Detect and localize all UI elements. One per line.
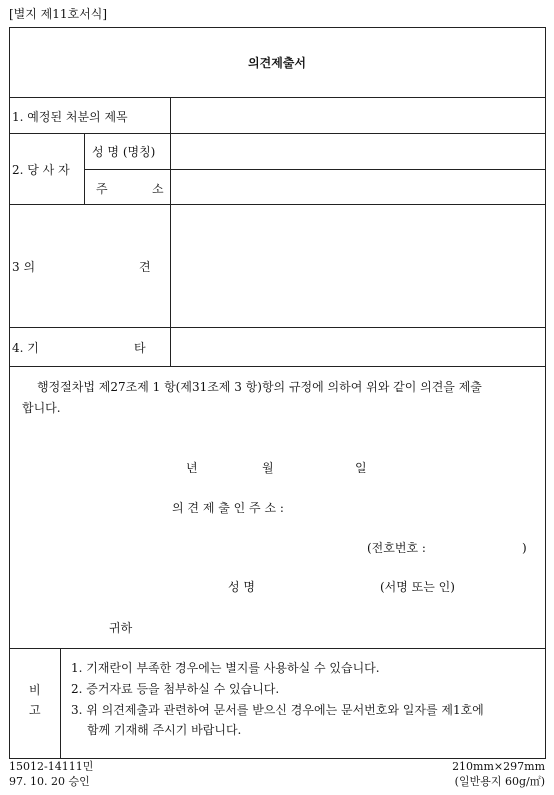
opinion-label-right: 견: [139, 260, 151, 274]
submitter-address-label: 의 견 제 출 인 주 소 :: [172, 501, 284, 515]
note-item-2: 2. 증거자료 등을 첨부하실 수 있습니다.: [71, 682, 280, 696]
document-title: 의견제출서: [248, 56, 306, 70]
notes-label-top: 비: [29, 683, 41, 697]
phone-close: ): [522, 541, 527, 555]
date-day-label: 일: [355, 461, 367, 475]
name-field[interactable]: [268, 577, 373, 597]
submitter-address-field[interactable]: [320, 498, 530, 518]
frame-top: [9, 27, 546, 28]
note-item-3-continued: 함께 기재해 주시기 바랍니다.: [87, 723, 242, 737]
footer-approval: 97. 10. 20 승인: [9, 775, 90, 788]
date-year-label: 년: [186, 461, 198, 475]
party-name-label: 성 명 (명칭): [92, 145, 156, 159]
footer-paper-weight: (일반용지 60g/㎡): [454, 775, 545, 788]
opinion-field[interactable]: [171, 205, 545, 327]
other-field[interactable]: [171, 328, 545, 366]
form-tag: [별지 제11호서식]: [9, 7, 107, 21]
notes-label-bottom: 고: [29, 703, 41, 717]
party-label: 2. 당 사 자: [12, 163, 70, 177]
sign-label: (서명 또는 인): [380, 580, 455, 594]
phone-label: (전호번호 :: [367, 541, 426, 555]
name-label: 성 명: [228, 580, 255, 594]
statement-line-2: 합니다.: [22, 401, 61, 415]
notes-label-divider: [60, 648, 61, 758]
other-label-right: 타: [134, 341, 146, 355]
recipient-label: 귀하: [109, 621, 133, 635]
footer-paper-size: 210mm×297mm: [452, 760, 545, 773]
date-month-label: 월: [262, 461, 274, 475]
phone-field[interactable]: [440, 538, 520, 558]
footer-form-number: 15012-14111민: [9, 760, 94, 773]
frame-bottom: [9, 758, 546, 759]
opinion-label-left: 3 의: [12, 260, 36, 274]
party-address-field[interactable]: [171, 170, 545, 204]
notes-divider: [9, 648, 546, 649]
note-item-3: 3. 위 의견제출과 관련하여 문서를 받으신 경우에는 문서번호와 일자를 제1호에: [71, 703, 484, 717]
party-name-field[interactable]: [171, 134, 545, 169]
subject-field[interactable]: [171, 98, 545, 133]
row4-divider: [9, 366, 546, 367]
party-address-label-left: 주: [96, 182, 108, 196]
other-label-left: 4. 기: [12, 341, 39, 355]
statement-line-1: 행정절차법 제27조제 1 항(제31조제 3 항)항의 규정에 의하여 위와 같이 의견을 제출: [37, 380, 482, 394]
note-item-1: 1. 기재란이 부족한 경우에는 별지를 사용하실 수 있습니다.: [71, 661, 380, 675]
subject-label: 1. 예정된 처분의 제목: [12, 110, 128, 124]
party-address-label-right: 소: [152, 182, 164, 196]
